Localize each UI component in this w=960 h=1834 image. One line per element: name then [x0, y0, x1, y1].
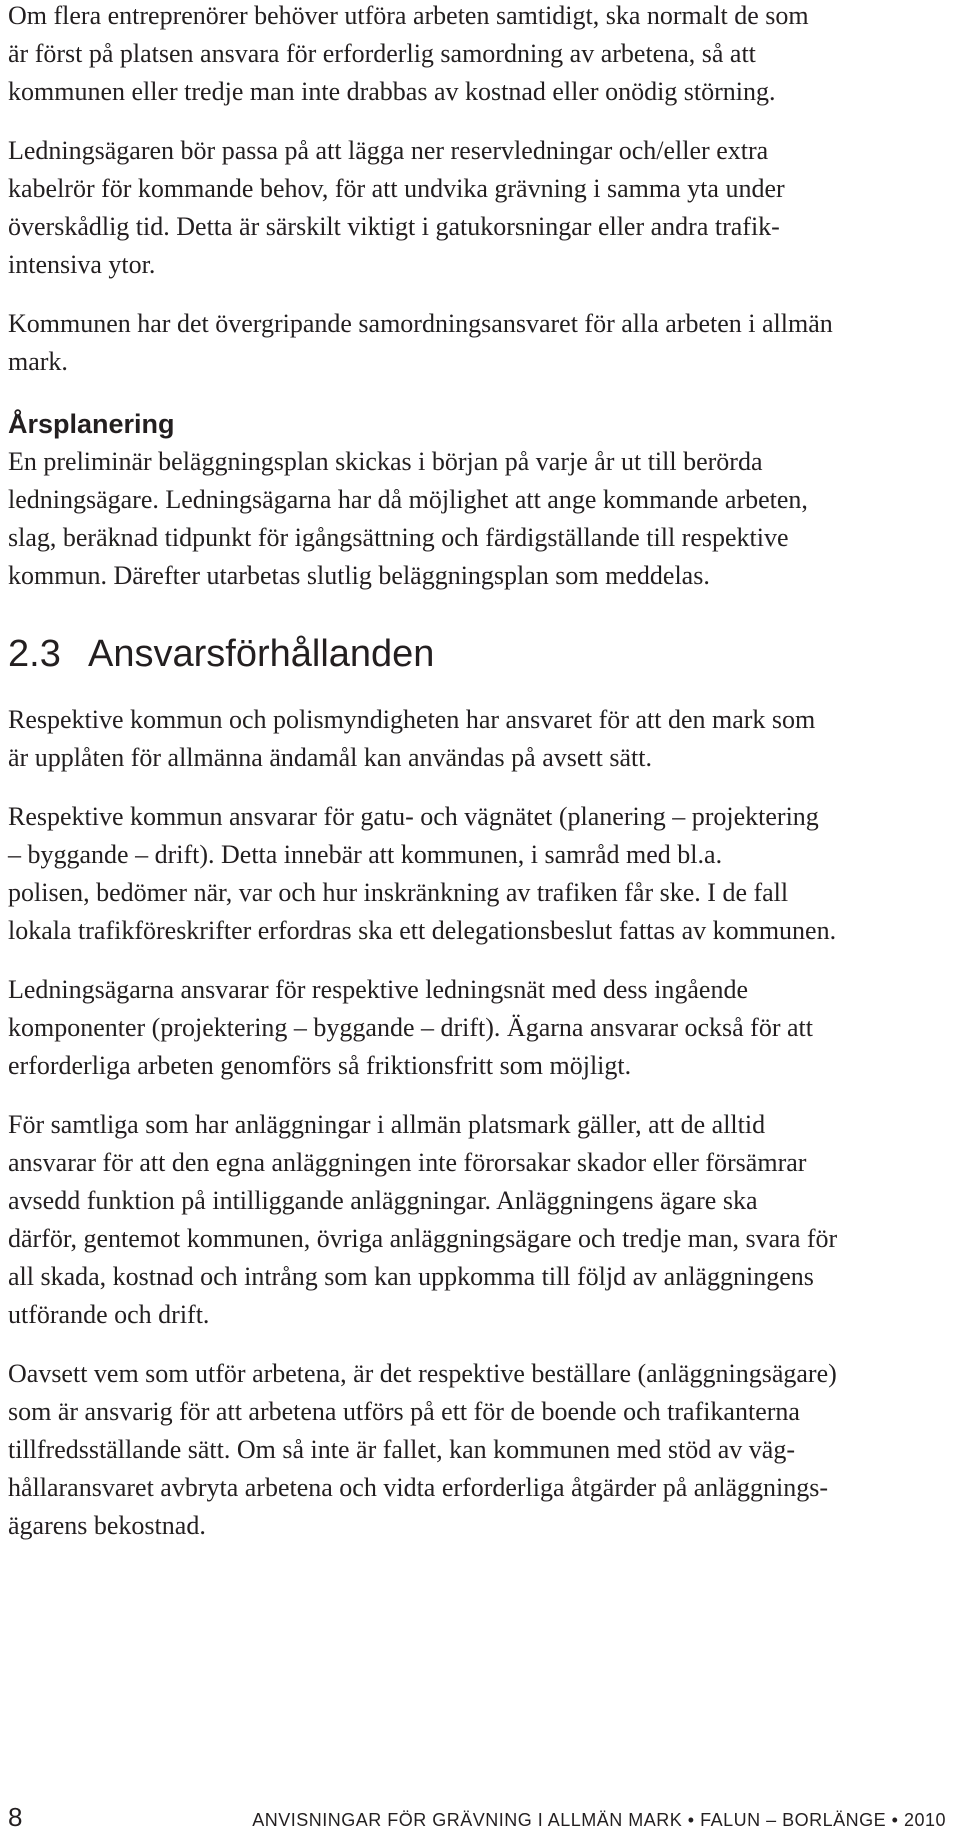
- paragraph-kommun-polis: Respektive kommun och polismyndigheten har ansvaret för att den mark som är upplåten för allmänna ändamål kan användas på avsett sätt.: [8, 705, 816, 772]
- page-footer: [8, 1802, 946, 1830]
- section-number: 2.3: [8, 633, 61, 675]
- paragraph-bestallare: Oavsett vem som utför arbetena, är det respektive beställare (anläggningsägare) som är ansvarig för att arbetena utförs på ett för de boende och trafikanterna tillfredsställande sätt. Om så inte är fallet, kan kommunen med stöd av väg- hållaransvaret avbryta arbetena och vidta erforderliga åtgärder på anläggnings- ägarens bekostnad.: [8, 1359, 837, 1540]
- section-heading: [8, 631, 956, 677]
- paragraph-anlaggningar: För samtliga som har anläggningar i allmän platsmark gäller, att de alltid ansvarar för att den egna anläggningen inte förorsakar skador eller försämrar avsedd funktion på intilliggande anläggningar. Anläggningens ägare ska därför, gentemot kommunen, övriga anläggningsägare och tredje man, svara för all skada, kostnad och intrång som kan uppkomma till följd av anläggningens utförande och drift.: [8, 1110, 838, 1329]
- paragraph-samordning: Om flera entreprenörer behöver utföra arbeten samtidigt, ska normalt de som är först på platsen ansvara för erforderlig samordning av arbetena, så att kommunen eller tredje man inte drabbas av kostnad eller onödig störning.: [8, 1, 809, 106]
- paragraph-arsplanering: En preliminär beläggningsplan skickas i början på varje år ut till berörda ledningsägare. Ledningsägarna har då möjlighet att ange kommande arbeten, slag, beräknad tidpunkt för igångsättning och färdigställande till respektive kommun. Därefter utarbetas slutlig beläggningsplan som meddelas.: [8, 447, 808, 590]
- page-number: 8: [8, 1802, 23, 1832]
- paragraph-samordningsansvar: Kommunen har det övergripande samordningsansvaret för alla arbeten i allmän mark.: [8, 309, 833, 376]
- running-title: ANVISNINGAR FÖR GRÄVNING I ALLMÄN MARK • FALUN – BORLÄNGE • 2010: [252, 1810, 946, 1830]
- section-title: Ansvarsförhållanden: [88, 633, 435, 675]
- paragraph-ledningsnat: Ledningsägarna ansvarar för respektive ledningsnät med dess ingående komponenter (projektering – byggande – drift). Ägarna ansvarar också för att erforderliga arbeten genomförs så friktionsfritt som möjligt.: [8, 975, 813, 1080]
- paragraph-gatunat: Respektive kommun ansvarar för gatu- och vägnätet (planering – projektering – byggande – drift). Detta innebär att kommunen, i samråd med bl.a. polisen, bedömer när, var och hur inskränkning av trafiken får ske. I de fall lokala trafikföreskrifter erfordras ska ett delegationsbeslut fattas av kommunen.: [8, 802, 837, 945]
- document-page: [8, 0, 956, 1545]
- paragraph-reservledningar: Ledningsägaren bör passa på att lägga ner reservledningar och/eller extra kabelrör för kommande behov, för att undvika grävning i samma yta under överskådlig tid. Detta är särskilt viktigt i gatukorsningar eller andra trafik- intensiva ytor.: [8, 136, 785, 279]
- subheading-arsplanering: Årsplanering: [8, 409, 175, 439]
